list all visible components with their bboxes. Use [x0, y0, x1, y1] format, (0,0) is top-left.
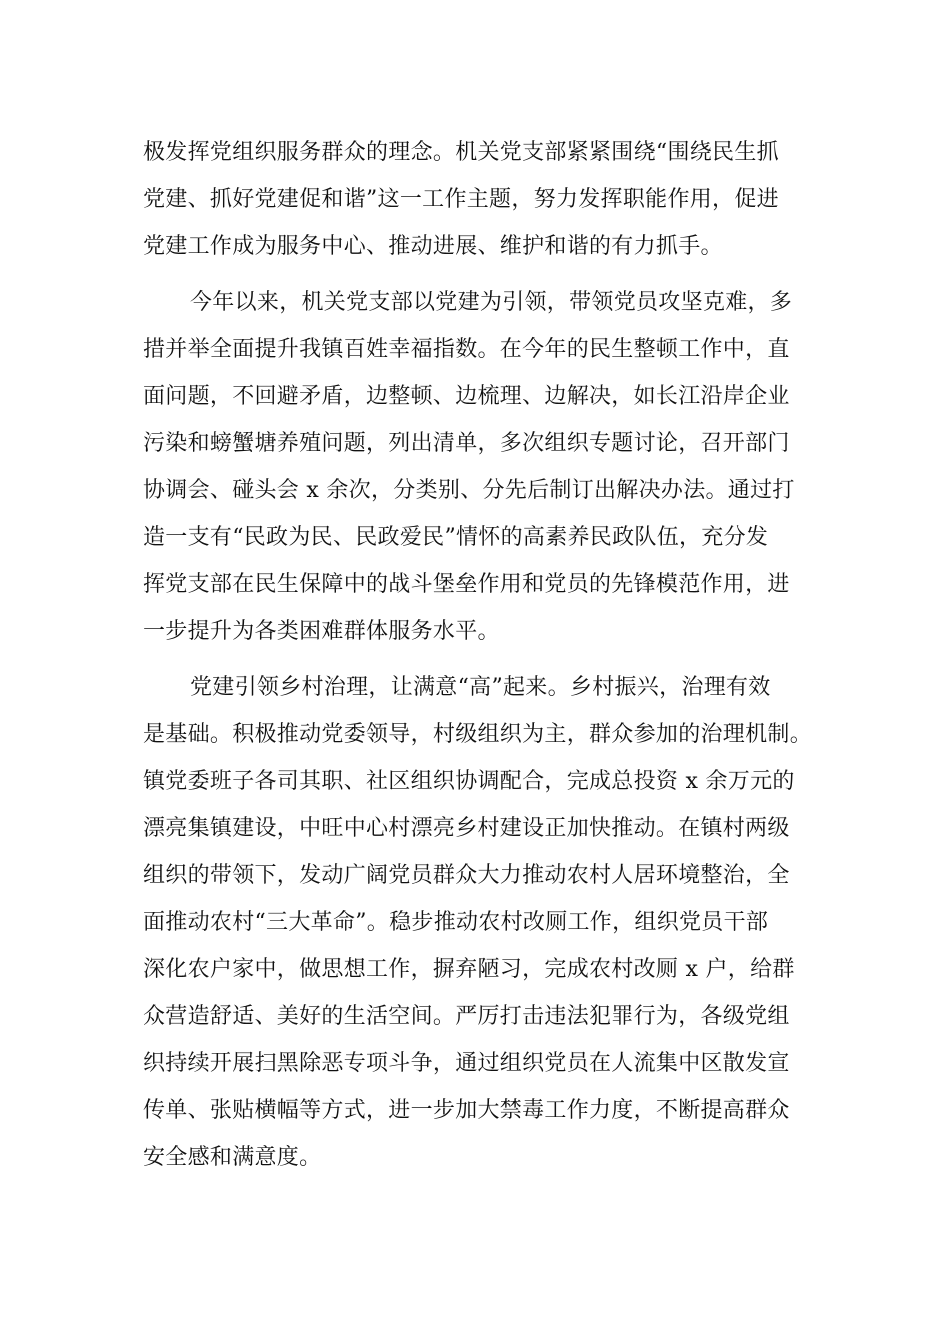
paragraph-2-line-6: 造一支有“民政为民、民政爱民”情怀的高素养民政队伍，充分发 — [143, 525, 769, 550]
paragraph-1-line-1: 极发挥党组织服务群众的理念。机关党支部紧紧围绕“围绕民生抓 — [143, 140, 779, 165]
paragraph-3-line-1: 党建引领乡村治理，让满意“高”起来。乡村振兴，治理有效 — [190, 675, 771, 700]
paragraph-2-line-4: 污染和螃蟹塘养殖问题，列出清单，多次组织专题讨论，召开部门 — [143, 431, 790, 456]
paragraph-1-line-2: 党建、抓好党建促和谐”这一工作主题，努力发挥职能作用，促进 — [143, 187, 779, 212]
paragraph-3-line-6: 面推动农村“三大革命”。稳步推动农村改厕工作，组织党员干部 — [143, 910, 769, 935]
paragraph-3-line-11: 安全感和满意度。 — [143, 1145, 322, 1170]
paragraph-2-line-2: 措并举全面提升我镇百姓幸福指数。在今年的民生整顿工作中，直 — [143, 337, 790, 362]
paragraph-3-line-3: 镇党委班子各司其职、社区组织协调配合，完成总投资 x 余万元的 — [143, 769, 795, 794]
paragraph-2-line-3: 面问题，不回避矛盾，边整顿、边梳理、边解决，如长江沿岸企业 — [143, 384, 790, 409]
paragraph-3-line-2: 是基础。积极推动党委领导，村级组织为主，群众参加的治理机制。 — [143, 722, 813, 747]
paragraph-3-line-5: 组织的带领下，发动广阔党员群众大力推动农村人居环境整治，全 — [143, 863, 790, 888]
paragraph-2-line-8: 一步提升为各类困难群体服务水平。 — [143, 619, 500, 644]
paragraph-3-line-7: 深化农户家中，做思想工作，摒弃陋习，完成农村改厕 x 户，给群 — [143, 957, 795, 982]
paragraph-1-line-3: 党建工作成为服务中心、推动进展、维护和谐的有力抓手。 — [143, 234, 723, 259]
paragraph-2-line-5: 协调会、碰头会 x 余次，分类别、分先后制订出解决办法。通过打 — [143, 478, 795, 503]
paragraph-3-line-8: 众营造舒适、美好的生活空间。严厉打击违法犯罪行为，各级党组 — [143, 1004, 790, 1029]
paragraph-3-line-4: 漂亮集镇建设，中旺中心村漂亮乡村建设正加快推动。在镇村两级 — [143, 816, 790, 841]
paragraph-2-line-7: 挥党支部在民生保障中的战斗堡垒作用和党员的先锋模范作用，进 — [143, 572, 790, 597]
paragraph-3-line-9: 织持续开展扫黑除恶专项斗争，通过组织党员在人流集中区散发宣 — [143, 1051, 790, 1076]
paragraph-3-line-10: 传单、张贴横幅等方式，进一步加大禁毒工作力度，不断提高群众 — [143, 1098, 790, 1123]
paragraph-2-line-1: 今年以来，机关党支部以党建为引领，带领党员攻坚克难，多 — [190, 290, 793, 315]
